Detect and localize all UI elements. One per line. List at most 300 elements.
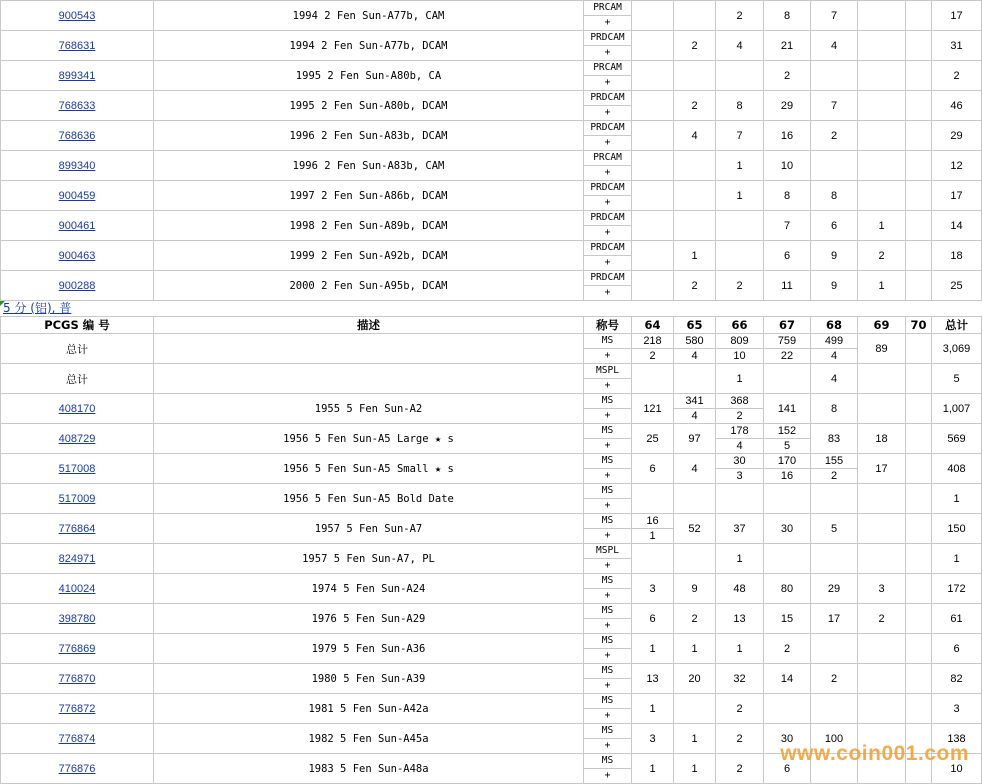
count-68-cell: 7	[811, 91, 858, 121]
pcgs-number-cell	[1, 364, 154, 394]
count-66-cell: 2	[716, 724, 764, 754]
designation-label: MS	[584, 484, 631, 499]
total-cell: 3	[932, 694, 982, 724]
table-row	[1, 634, 982, 664]
count-64-cell: 6	[632, 454, 674, 484]
designation-cell	[584, 574, 632, 604]
count-67-cell: 7	[764, 211, 811, 241]
count-68-cell	[811, 634, 858, 664]
count-64-cell: 3	[632, 574, 674, 604]
count-plus-value: 22	[780, 350, 794, 362]
count-70-cell	[906, 61, 932, 91]
description-cell: 1998 2 Fen Sun-A89b, DCAM	[154, 211, 584, 241]
pcgs-number-cell	[1, 271, 154, 301]
designation-label: PRCAM	[584, 151, 631, 166]
count-plus-value: 4	[830, 350, 838, 362]
designation-cell	[584, 121, 632, 151]
table-row	[1, 694, 982, 724]
pcgs-number-link[interactable]: 776874	[58, 733, 96, 745]
designation-label: MS	[584, 694, 631, 709]
description-cell: 1994 2 Fen Sun-A77b, CAM	[154, 1, 584, 31]
count-67-cell	[764, 544, 811, 574]
count-68-cell: 100	[811, 724, 858, 754]
count-70-cell	[906, 694, 932, 724]
count-67-cell: 2	[764, 634, 811, 664]
section-title-text[interactable]: 5 分 (铝), 普	[3, 301, 72, 315]
designation-plus: +	[604, 740, 611, 751]
designation-plus: +	[604, 107, 611, 118]
count-70-cell	[906, 604, 932, 634]
designation-label: PRDCAM	[584, 271, 631, 286]
designation-plus: +	[604, 167, 611, 178]
designation-cell	[584, 754, 632, 784]
pcgs-number-link[interactable]: 900288	[58, 280, 96, 292]
pcgs-number-link[interactable]: 776870	[58, 673, 96, 685]
watermark: www.coin001.com	[780, 742, 969, 765]
header-grade-67: 67	[764, 317, 811, 334]
pcgs-number-cell	[1, 574, 154, 604]
count-70-cell	[906, 364, 932, 394]
count-66-cell: 2	[716, 694, 764, 724]
count-69-cell	[858, 484, 906, 514]
count-65-cell: 2	[674, 271, 716, 301]
designation-plus: +	[604, 257, 611, 268]
count-plus-value: 16	[780, 470, 794, 482]
count-65-cell: 97	[674, 424, 716, 454]
designation-label: MS	[584, 754, 631, 769]
count-70-cell	[906, 1, 932, 31]
total-cell: 1	[932, 484, 982, 514]
table-row	[1, 394, 982, 424]
count-value: 170	[764, 454, 810, 469]
count-value: 16	[632, 514, 673, 529]
count-70-cell	[906, 334, 932, 364]
designation-plus: +	[604, 710, 611, 721]
count-66-cell: 4	[716, 31, 764, 61]
count-64-cell	[632, 334, 674, 364]
pcgs-number-link[interactable]: 768631	[58, 40, 96, 52]
count-70-cell	[906, 181, 932, 211]
count-65-cell	[674, 334, 716, 364]
count-65-cell	[674, 394, 716, 424]
count-68-cell	[811, 334, 858, 364]
count-68-cell: 5	[811, 514, 858, 544]
count-70-cell	[906, 484, 932, 514]
pcgs-number-link[interactable]: 408729	[58, 433, 96, 445]
count-67-cell: 21	[764, 31, 811, 61]
total-cell: 82	[932, 664, 982, 694]
description-cell: 1980 5 Fen Sun-A39	[154, 664, 584, 694]
count-70-cell	[906, 574, 932, 604]
count-value: 218	[632, 334, 673, 349]
count-64-cell	[632, 151, 674, 181]
table-row	[1, 604, 982, 634]
count-64-cell	[632, 121, 674, 151]
designation-label: MS	[584, 634, 631, 649]
designation-plus: +	[604, 47, 611, 58]
pcgs-number-link[interactable]: 410024	[58, 583, 96, 595]
count-67-cell: 29	[764, 91, 811, 121]
pcgs-number-link[interactable]: 776872	[58, 703, 96, 715]
designation-cell	[584, 334, 632, 364]
total-cell: 31	[932, 31, 982, 61]
designation-label: MS	[584, 514, 631, 529]
pcgs-number-link[interactable]: 398780	[58, 613, 96, 625]
count-64-cell	[632, 271, 674, 301]
designation-label: MS	[584, 454, 631, 469]
count-69-cell	[858, 544, 906, 574]
pcgs-number-link[interactable]: 776876	[58, 763, 96, 775]
count-70-cell	[906, 394, 932, 424]
count-69-cell: 2	[858, 604, 906, 634]
count-69-cell	[858, 694, 906, 724]
table-row	[1, 241, 982, 271]
count-65-cell	[674, 694, 716, 724]
count-64-cell	[632, 61, 674, 91]
count-70-cell	[906, 544, 932, 574]
count-65-cell	[674, 1, 716, 31]
total-cell: 3,069	[932, 334, 982, 364]
description-cell: 1983 5 Fen Sun-A48a	[154, 754, 584, 784]
count-68-cell: 29	[811, 574, 858, 604]
pcgs-number-link[interactable]: 900463	[58, 250, 96, 262]
table-row	[1, 514, 982, 544]
count-67-cell: 15	[764, 604, 811, 634]
designation-cell	[584, 484, 632, 514]
description-cell: 1956 5 Fen Sun-A5 Large ★ s	[154, 424, 584, 454]
header-grade-70: 70	[906, 317, 932, 334]
count-67-cell: 141	[764, 394, 811, 424]
count-69-cell	[858, 61, 906, 91]
count-64-cell: 1	[632, 694, 674, 724]
count-66-cell	[716, 61, 764, 91]
pcgs-number-link[interactable]: 517009	[58, 493, 96, 505]
count-68-cell: 4	[811, 364, 858, 394]
count-64-cell	[632, 31, 674, 61]
count-64-cell	[632, 241, 674, 271]
header-designation: 称号	[584, 317, 632, 334]
count-plus-value: 4	[691, 410, 698, 422]
pcgs-number-link[interactable]: 408170	[58, 403, 96, 415]
count-66-cell	[716, 241, 764, 271]
count-65-cell	[674, 181, 716, 211]
count-66-cell: 32	[716, 664, 764, 694]
table-header-row	[1, 317, 982, 334]
count-plus-value: 1	[649, 530, 656, 542]
count-64-cell	[632, 364, 674, 394]
pcgs-number-link[interactable]: 900543	[58, 10, 96, 22]
count-64-cell: 1	[632, 634, 674, 664]
pcgs-number-cell	[1, 604, 154, 634]
count-plus-value: 10	[733, 350, 746, 362]
count-66-cell	[716, 424, 764, 454]
count-68-cell: 17	[811, 604, 858, 634]
description-cell: 1994 2 Fen Sun-A77b, DCAM	[154, 31, 584, 61]
pcgs-number-cell	[1, 1, 154, 31]
count-67-cell	[764, 334, 811, 364]
description-cell: 1976 5 Fen Sun-A29	[154, 604, 584, 634]
count-64-cell	[632, 91, 674, 121]
count-70-cell	[906, 91, 932, 121]
pcgs-number-link[interactable]: 899340	[58, 160, 96, 172]
pcgs-number-link[interactable]: 517008	[58, 463, 96, 475]
count-68-cell	[811, 61, 858, 91]
designation-plus: +	[604, 500, 611, 511]
count-value: 499	[811, 334, 857, 349]
description-cell: 1955 5 Fen Sun-A2	[154, 394, 584, 424]
designation-plus: +	[604, 17, 611, 28]
pcgs-number-cell	[1, 694, 154, 724]
pcgs-number-cell	[1, 334, 154, 364]
count-70-cell	[906, 634, 932, 664]
description-cell	[154, 334, 584, 364]
count-66-cell: 1	[716, 151, 764, 181]
count-plus-value: 5	[783, 440, 791, 452]
count-66-cell: 1	[716, 181, 764, 211]
count-69-cell	[858, 181, 906, 211]
designation-cell	[584, 394, 632, 424]
total-cell: 1,007	[932, 394, 982, 424]
pcgs-number-cell	[1, 91, 154, 121]
header-grade-68: 68	[811, 317, 858, 334]
designation-cell	[584, 604, 632, 634]
description-cell: 2000 2 Fen Sun-A95b, DCAM	[154, 271, 584, 301]
designation-label: MSPL	[584, 364, 631, 379]
count-65-cell: 2	[674, 91, 716, 121]
description-cell: 1999 2 Fen Sun-A92b, DCAM	[154, 241, 584, 271]
count-value: 759	[764, 334, 810, 349]
pcgs-number-link[interactable]: 768636	[58, 130, 96, 142]
designation-cell	[584, 544, 632, 574]
count-65-cell	[674, 484, 716, 514]
count-65-cell: 4	[674, 454, 716, 484]
count-66-cell: 13	[716, 604, 764, 634]
header-total: 总计	[932, 317, 982, 334]
designation-cell	[584, 1, 632, 31]
designation-label: MS	[584, 724, 631, 739]
designation-label: MS	[584, 334, 631, 349]
count-65-cell	[674, 364, 716, 394]
population-table-5fen	[0, 316, 982, 784]
pcgs-number-cell	[1, 634, 154, 664]
section-title[interactable]	[0, 301, 983, 316]
description-cell: 1979 5 Fen Sun-A36	[154, 634, 584, 664]
count-64-cell	[632, 181, 674, 211]
count-70-cell	[906, 454, 932, 484]
designation-plus: +	[604, 137, 611, 148]
count-69-cell	[858, 91, 906, 121]
designation-cell	[584, 61, 632, 91]
count-64-cell: 6	[632, 604, 674, 634]
count-67-cell: 8	[764, 181, 811, 211]
count-69-cell	[858, 664, 906, 694]
count-65-cell: 2	[674, 31, 716, 61]
designation-cell	[584, 151, 632, 181]
pcgs-number-link[interactable]: 824971	[58, 553, 96, 565]
designation-cell	[584, 634, 632, 664]
designation-label: PRCAM	[584, 61, 631, 76]
count-65-cell: 9	[674, 574, 716, 604]
designation-plus: +	[604, 470, 611, 481]
count-67-cell: 8	[764, 1, 811, 31]
count-plus-value: 2	[830, 470, 838, 482]
designation-plus: +	[604, 350, 611, 361]
designation-label: PRCAM	[584, 1, 631, 16]
count-66-cell	[716, 484, 764, 514]
pcgs-number-cell	[1, 31, 154, 61]
count-69-cell: 2	[858, 241, 906, 271]
count-66-cell: 1	[716, 364, 764, 394]
total-cell: 408	[932, 454, 982, 484]
designation-label: PRDCAM	[584, 121, 631, 136]
pcgs-number-cell	[1, 544, 154, 574]
pcgs-number-cell	[1, 241, 154, 271]
designation-label: PRDCAM	[584, 211, 631, 226]
count-69-cell	[858, 394, 906, 424]
count-value: 178	[716, 424, 763, 439]
count-64-cell: 13	[632, 664, 674, 694]
description-cell: 1974 5 Fen Sun-A24	[154, 574, 584, 604]
count-70-cell	[906, 664, 932, 694]
designation-label: PRDCAM	[584, 91, 631, 106]
count-67-cell: 11	[764, 271, 811, 301]
count-plus-value: 2	[736, 410, 743, 422]
table-row	[1, 424, 982, 454]
pcgs-number-link[interactable]: 900459	[58, 190, 96, 202]
total-cell: 12	[932, 151, 982, 181]
designation-plus: +	[604, 620, 611, 631]
table-row	[1, 181, 982, 211]
description-cell: 1996 2 Fen Sun-A83b, CAM	[154, 151, 584, 181]
designation-cell	[584, 91, 632, 121]
pcgs-number-cell	[1, 181, 154, 211]
count-67-cell: 30	[764, 724, 811, 754]
designation-plus: +	[604, 380, 611, 391]
header-pcgs-number: PCGS 编 号	[1, 317, 154, 334]
pcgs-number-cell	[1, 724, 154, 754]
designation-label: MS	[584, 604, 631, 619]
table-row	[1, 544, 982, 574]
pcgs-number-cell	[1, 514, 154, 544]
count-plus-value: 4	[691, 350, 698, 362]
header-grade-69: 69	[858, 317, 906, 334]
count-68-cell	[811, 544, 858, 574]
table-row	[1, 664, 982, 694]
table-row	[1, 31, 982, 61]
count-66-cell: 37	[716, 514, 764, 544]
count-68-cell: 7	[811, 1, 858, 31]
description-cell	[154, 364, 584, 394]
count-plus-value: 3	[736, 470, 743, 482]
count-69-cell: 18	[858, 424, 906, 454]
count-65-cell: 1	[674, 241, 716, 271]
designation-label: MSPL	[584, 544, 631, 559]
count-68-cell	[811, 484, 858, 514]
count-67-cell	[764, 454, 811, 484]
header-description: 描述	[154, 317, 584, 334]
table-row	[1, 121, 982, 151]
count-value: 30	[716, 454, 763, 469]
count-value: 155	[811, 454, 857, 469]
count-64-cell: 25	[632, 424, 674, 454]
count-67-cell: 2	[764, 61, 811, 91]
count-69-cell	[858, 31, 906, 61]
designation-label: MS	[584, 394, 631, 409]
designation-cell	[584, 211, 632, 241]
count-69-cell	[858, 121, 906, 151]
total-label: 总计	[66, 342, 88, 356]
pcgs-number-cell	[1, 151, 154, 181]
count-69-cell: 1	[858, 271, 906, 301]
table-row	[1, 151, 982, 181]
table-row	[1, 334, 982, 364]
pcgs-number-link[interactable]: 776864	[58, 523, 96, 535]
count-67-cell	[764, 484, 811, 514]
designation-plus: +	[604, 680, 611, 691]
pcgs-number-link[interactable]: 899341	[58, 70, 96, 82]
count-66-cell: 1	[716, 544, 764, 574]
total-cell: 2	[932, 61, 982, 91]
total-cell: 6	[932, 634, 982, 664]
total-cell: 1	[932, 544, 982, 574]
designation-label: PRDCAM	[584, 181, 631, 196]
designation-cell	[584, 271, 632, 301]
designation-plus: +	[604, 530, 611, 541]
designation-plus: +	[604, 197, 611, 208]
header-grade-65: 65	[674, 317, 716, 334]
pcgs-number-link[interactable]: 776869	[58, 643, 96, 655]
count-68-cell: 83	[811, 424, 858, 454]
count-69-cell	[858, 364, 906, 394]
count-65-cell	[674, 151, 716, 181]
pcgs-number-cell	[1, 664, 154, 694]
count-70-cell	[906, 271, 932, 301]
table-row	[1, 211, 982, 241]
count-68-cell: 6	[811, 211, 858, 241]
count-67-cell: 30	[764, 514, 811, 544]
count-value: 368	[716, 394, 763, 409]
pcgs-number-cell	[1, 61, 154, 91]
table-row	[1, 454, 982, 484]
pcgs-number-cell	[1, 394, 154, 424]
count-value: 341	[674, 394, 715, 409]
total-cell: 172	[932, 574, 982, 604]
count-67-cell: 6	[764, 241, 811, 271]
pcgs-number-cell	[1, 121, 154, 151]
count-70-cell	[906, 121, 932, 151]
count-plus-value: 4	[736, 440, 743, 452]
description-cell: 1982 5 Fen Sun-A45a	[154, 724, 584, 754]
pcgs-number-link[interactable]: 900461	[58, 220, 96, 232]
count-64-cell	[632, 514, 674, 544]
total-cell: 14	[932, 211, 982, 241]
count-67-cell	[764, 424, 811, 454]
designation-plus: +	[604, 650, 611, 661]
header-grade-64: 64	[632, 317, 674, 334]
count-68-cell: 2	[811, 121, 858, 151]
total-cell: 17	[932, 1, 982, 31]
pcgs-number-link[interactable]: 768633	[58, 100, 96, 112]
count-64-cell	[632, 544, 674, 574]
count-65-cell	[674, 211, 716, 241]
count-69-cell: 1	[858, 211, 906, 241]
population-table-2fen	[0, 0, 982, 301]
designation-cell	[584, 181, 632, 211]
table-row	[1, 574, 982, 604]
count-66-cell	[716, 334, 764, 364]
count-67-cell	[764, 694, 811, 724]
designation-cell	[584, 664, 632, 694]
